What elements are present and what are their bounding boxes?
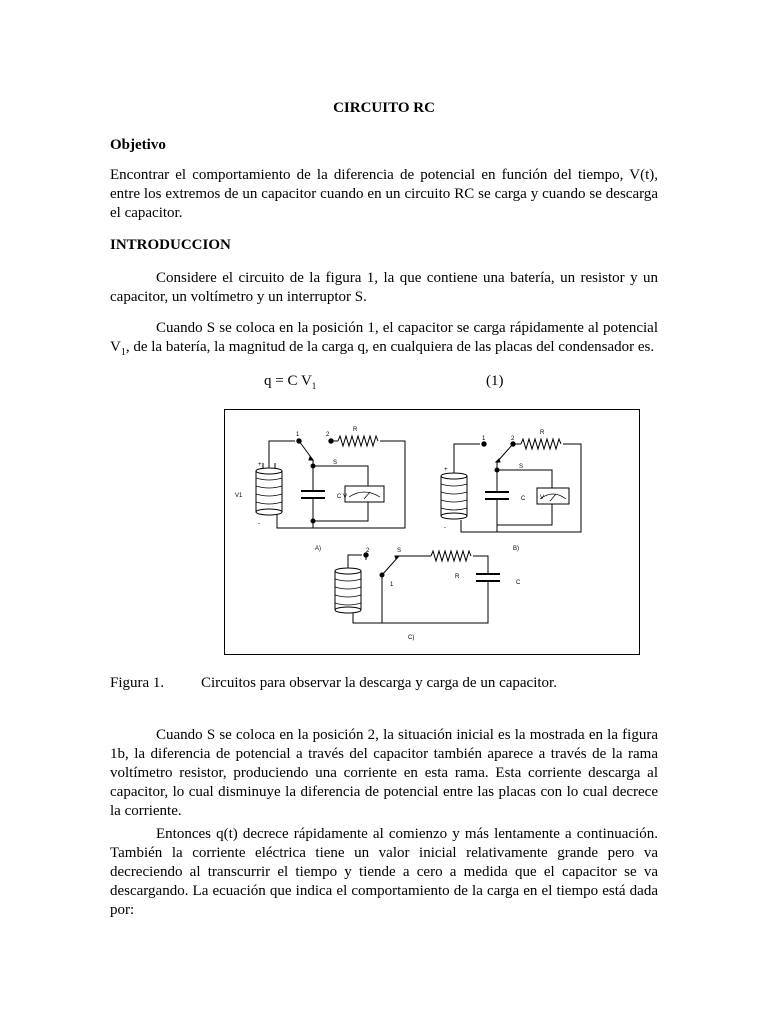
label-a-pos2: 2: [326, 432, 330, 438]
circuit-a: [256, 436, 405, 528]
resistor-b: [521, 439, 561, 449]
label-c-caption: C): [408, 635, 415, 641]
equation-number: (1): [486, 373, 504, 389]
resistor-a: [338, 436, 378, 446]
circuit-b: [441, 439, 581, 532]
label-a-battery: V1: [235, 493, 243, 499]
equation-subscript: 1: [311, 381, 317, 391]
label-c-capacitor: C: [516, 580, 521, 586]
label-a-resistor: R: [353, 427, 358, 433]
label-c-switch: S: [397, 548, 402, 554]
label-b-switch: S: [519, 464, 524, 470]
label-c-pos1: 1: [390, 582, 394, 588]
resistor-c: [431, 551, 471, 561]
objective-paragraph: Encontrar el comportamiento de la diferencia de potencial en función del tiempo, V(t), entre los extremos de un capacitor cuando en un circuito RC se carga y cuando se descarga el capacitor.: [110, 167, 658, 221]
intro-p2-text-before: Cuando S se coloca en la posición 1, el capacitor se carga rápidamente al potencial V: [110, 320, 658, 355]
equation-1: [264, 373, 316, 391]
label-a-capacitor: C: [337, 494, 342, 500]
equation-lhs: q = C V: [264, 373, 312, 389]
label-b-pos1: 1: [482, 436, 486, 442]
discharge-paragraph: Cuando S se coloca en la posición 2, la situación inicial es la mostrada en la figura 1b, la diferencia de potencial a través del capacitor también aparece a través de la rama voltímetro resistor, produciendo una corriente en esta rama. Esta corriente descarga al capacitor, lo cual disminuye la diferencia de potencial entre las placas con lo cual decrece la corriente.: [110, 727, 658, 819]
intro-paragraph-1: Considere el circuito de la figura 1, la que contiene una batería, un resistor y un capacitor, un voltímetro y un interruptor S.: [110, 270, 658, 305]
intro-p2-text-after: , de la batería, la magnitud de la carga q, en cualquiera de las placas del condensador es.: [125, 339, 655, 355]
circuit-c: [335, 551, 500, 623]
label-a-caption: A): [315, 546, 321, 552]
label-b-caption: B): [513, 546, 519, 552]
label-c-resistor: R: [455, 574, 460, 580]
figure-caption-label: Figura 1.: [110, 675, 165, 691]
label-b-voltmeter: V: [540, 495, 545, 501]
voltmeter-a: [345, 486, 384, 502]
label-a-plus: +: [258, 462, 262, 468]
objective-heading: Objetivo: [110, 137, 166, 153]
intro-paragraph-2: [110, 319, 658, 362]
label-b-resistor: R: [540, 430, 545, 436]
figure-caption-text: Circuitos para observar la descarga y carga de un capacitor.: [201, 675, 557, 691]
battery-c: [335, 568, 361, 613]
label-b-capacitor: C: [521, 496, 526, 502]
label-b-minus: -: [444, 525, 446, 531]
label-a-minus: -: [258, 521, 260, 527]
figure-1-circuits: [224, 409, 640, 655]
final-paragraph: Entonces q(t) decrece rápidamente al comienzo y más lentamente a continuación. También la corriente eléctrica tiene un valor inicial relativamente grande pero va decreciendo al transcurrir el tiempo y tiende a cero a medida que el capacitor se va descargando. La ecuación que indica el comportamiento de la carga en el tiempo está dada por:: [110, 826, 658, 918]
label-a-switch: S: [333, 460, 338, 466]
introduction-heading: INTRODUCCION: [110, 237, 231, 253]
battery-b: [441, 473, 467, 519]
battery-a: [256, 463, 282, 515]
intro-p2-subscript: 1: [120, 347, 126, 358]
label-c-pos2: 2: [366, 548, 370, 554]
label-b-plus: +: [444, 467, 448, 473]
label-a-pos1: 1: [296, 432, 300, 438]
label-b-pos2: 2: [511, 436, 515, 442]
page-title: CIRCUITO RC: [333, 100, 435, 116]
label-a-voltmeter: V: [343, 494, 348, 500]
